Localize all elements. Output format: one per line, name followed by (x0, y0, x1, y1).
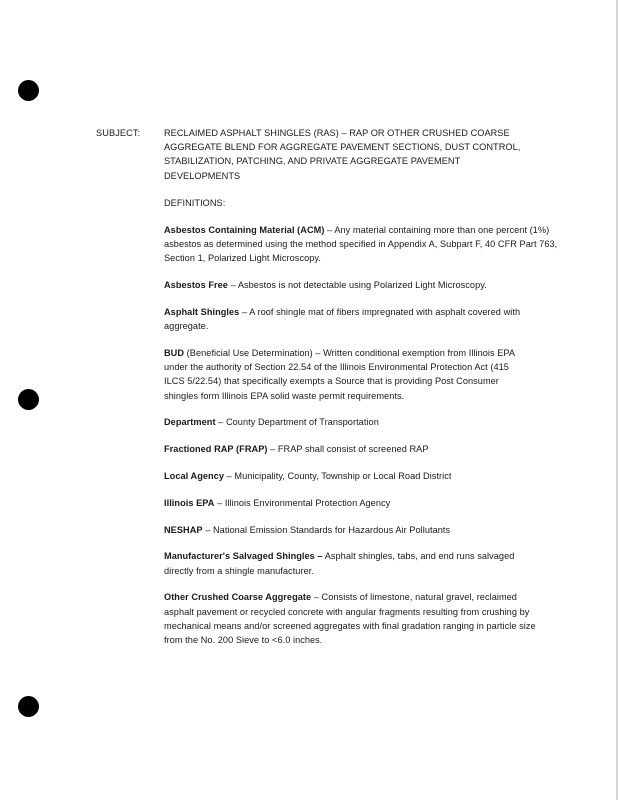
definition-text: A roof shingle mat of fibers impregnated with asphalt covered with aggregate. (164, 307, 521, 332)
definition-item (164, 223, 564, 266)
definition-text: Consists of limestone, natural gravel, reclaimed asphalt pavement or recycled concrete with angular fragments resulting from crushing by mechanical means and/or screened aggregates with final gradation ranging in particle size from the No. 200 Sieve to <6.0 inches. (164, 592, 536, 646)
definition-separator: – (214, 497, 225, 508)
definition-term: Manufacturer's Salvaged Shingles – (164, 551, 323, 562)
binder-hole-middle (18, 389, 39, 410)
definition-term: Department (164, 417, 216, 428)
definition-separator: – (324, 225, 335, 236)
definition-term: Local Agency (164, 471, 224, 482)
definition-term: Other Crushed Coarse Aggregate (164, 592, 312, 603)
definition-text: Illinois Environmental Protection Agency (224, 497, 391, 508)
subject-text: RECLAIMED ASPHALT SHINGLES (RAS) – RAP OR OTHER CRUSHED COARSE AGGREGATE BLEND FOR AGGREGATE PAVEMENT SECTIONS, DUST CONTROL, STABILIZATION, PATCHING, AND PRIVATE AGGREGATE PAVEMENT DEVELOPMENTS (164, 128, 521, 181)
definition-item (164, 523, 564, 537)
definition-term: Asphalt Shingles (164, 307, 240, 318)
definition-text: (Beneficial Use Determination) – Written conditional exemption from Illinois EPA under the authority of Section 22.54 of the Illinois Environmental Protection Act (415 ILCS 5/22.54) that specifically exempts a Source that is providing Post Consumer shingles form Illinois EPA solid waste permit requirements. (164, 348, 515, 401)
definition-text: Asphalt shingles, tabs, and end runs salvaged directly from a shingle manufacturer. (164, 551, 515, 576)
definition-item (164, 415, 564, 429)
definition-separator: – (227, 280, 238, 291)
definition-term: Asbestos Free (164, 280, 228, 291)
definition-separator: – (267, 444, 278, 455)
definition-text: County Department of Transportation (225, 417, 379, 428)
definition-item (164, 496, 564, 510)
definition-item (164, 549, 526, 577)
definition-separator: – (224, 471, 235, 482)
definition-text: Asbestos is not detectable using Polarized Light Microscopy. (237, 280, 487, 291)
definition-separator: – (215, 417, 226, 428)
definition-separator: – (239, 307, 250, 318)
definition-term: NESHAP (164, 524, 203, 535)
definition-text: National Emission Standards for Hazardous Air Pollutants (212, 524, 451, 535)
definition-text: Municipality, County, Township or Local Road District (234, 471, 452, 482)
definition-term: Fractioned RAP (FRAP) (164, 444, 268, 455)
definition-separator: – (202, 524, 213, 535)
definition-text: FRAP shall consist of screened RAP (277, 444, 429, 455)
definition-text: Any material containing more than one percent (1%) asbestos as determined using the method specified in Appendix A, Subpart F, 40 CFR Part 763, Section 1, Polarized Light Microscopy. (164, 225, 558, 264)
definitions-heading: DEFINITIONS: (164, 197, 226, 208)
document-body (164, 126, 564, 660)
subject-label: SUBJECT: (96, 128, 141, 138)
binder-hole-top (18, 80, 39, 101)
definition-item (164, 469, 564, 483)
definition-item (164, 278, 564, 292)
definition-item (164, 346, 526, 403)
definition-term: Asbestos Containing Material (ACM) (164, 225, 325, 236)
definition-item (164, 305, 564, 333)
binder-hole-bottom (18, 696, 39, 717)
definition-item (164, 590, 544, 647)
definition-term: Illinois EPA (164, 497, 215, 508)
definition-term: BUD (164, 348, 185, 359)
definition-separator: – (311, 592, 322, 603)
definition-item (164, 442, 564, 456)
